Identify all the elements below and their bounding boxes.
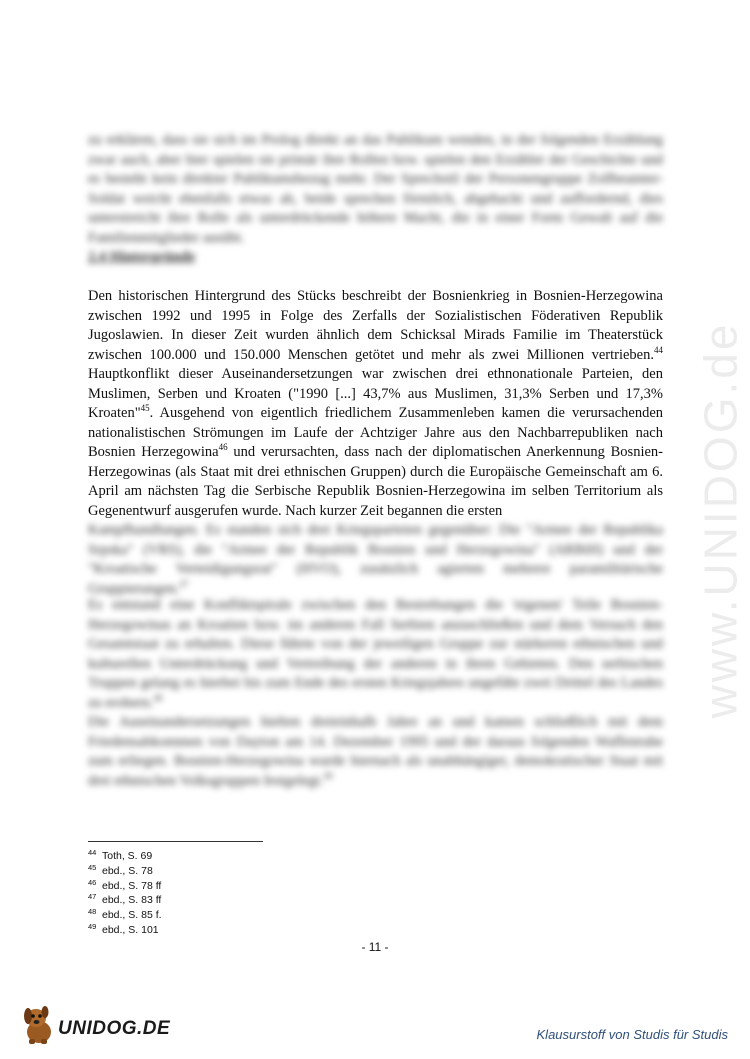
footnote-item: 45 ebd., S. 78 <box>88 862 153 877</box>
dog-icon <box>22 1002 56 1046</box>
footnote-item: 44 Toth, S. 69 <box>88 848 153 862</box>
footnote-item: 46 ebd., S. 78 ff <box>88 877 162 892</box>
footnote-ref-44: 44 <box>654 344 663 355</box>
footnote-ref-45: 45 <box>140 403 150 414</box>
footnotes <box>88 849 162 938</box>
page-number: - 11 - <box>361 940 389 954</box>
watermark-text: www.UNIDOG.de <box>694 321 747 719</box>
footnote-item: 49 ebd., S. 101 <box>88 921 159 936</box>
footer-tagline: Klausurstoff von Studis für Studis <box>536 1027 728 1042</box>
main-paragraph: Den historischen Hintergrund des Stücks beschreibt der Bosnienkrieg in Bosnien-Herzegowina zwischen 1992 und 1995 in Folge des Zerfalls der Sozialistischen Föderativen Republik Jugoslawien. In dieser Zeit wurden ähnlich dem Schicksal Mirads Familie im Theaterstück zwischen 100.000 und 150.000 Menschen getötet und mehr als zwei Millionen vertrieben.$^{44}$ Hauptkonflikt dieser Auseinandersetzungen war zwischen drei ethnonationale Parteien, den Muslimen, Serben und Kroaten ("1990 [...] 43,7% aus Muslimen, 31,3% Serben und 17,3% Kroaten"$^{45}$. Ausgehend von eigentlich friedlichem Zusammenleben kamen die verursachenden nationalistischen Strömungen im Laufe der Achtziger Jahre aus den Nachbarrepubliken nach Bosnien Herzegowina$^{46}$ und verursachten, dass nach der diplomatischen Anerkennung Bosnien-Herzegowinas (als Staat mit drei ethnischen Gruppen) durch die Europäische Gemeinschaft am 6. April am nächsten Tag die Serbische Republik Bosnien-Herzegowina im selben Territorium als Gegenentwurf ausgerufen wurde. Nach kurzer Zeit begannen die ersten <box>88 288 664 519</box>
unidog-logo <box>22 1000 170 1046</box>
footnote-separator <box>88 841 263 842</box>
blurred-top-paragraph: zu erklären, dass sie sich im Prolog direkt an das Publikum wenden, in der folgenden Erzählung zwar auch, aber hier spielen sie primär ihre Rollen bzw. spielen den Erzähler der Geschichte und es besteht kein direkter Publikumsbezug mehr. Der Sprechstil der Personengruppe Zollbeamter-Soldat weicht ebenfalls etwas ab, beide sprechen förmlich, abgehackt und auffordernd, dies unterstreicht ihre Rolle als unterdrückende höhere Macht, die in einer Form Gewalt auf die Familienmitglieder ausübt. <box>88 132 664 246</box>
footnote-item: 48 ebd., S. 85 f. <box>88 907 162 922</box>
watermark <box>690 300 750 740</box>
blurred-continuation: Kampfhandlungen. Es standen sich drei Kriegsparteien gegenüber: Die "Armee der Republika Srpska" (VRS), die "Armee der Republik Bosnien und Herzegowina" (ARBiH) und der "Kroatische Verteidigungsrat" (HVO), zusätzlich agierten mehrere paramilitärische Gruppierungen.$^{47}$ <box>88 522 663 597</box>
section-heading: 2.4 Hintergründe <box>88 249 196 265</box>
footnote-ref-46: 46 <box>218 442 228 453</box>
logo-text: UNIDOG.DE <box>58 1018 171 1039</box>
blurred-paragraph-3: Die Auseinandersetzungen hielten dreieinhalb Jahre an und kamen schließlich mit dem Friedensabkommen von Dayton am 14. Dezember 1995 und der daraus folgenden Waffenruhe zum erliegen. Bosnien-Herzegowina wurde hiernach als unabhängiger, demokratischer Staat mit drei ethnischen Volksgruppen festgelegt.$^{49}$ <box>88 714 663 789</box>
footnote-item: 47 ebd., S. 83 ff <box>88 892 162 907</box>
blurred-paragraph-2: Es entstand eine Konfliktspirale zwischen den Bestrebungen die 'eigenen' Teile Bosnien-Herzegowinas an Kroatien bzw. im anderen Fall Serbien anzuschließen und dem Versuch den Gesamtstaat zu erhalten. Diese führte von der jeweiligen Gruppe zur stärkeren ethnischen und kulturellen Unterdrückung und Vertreibung der anderen in ihren Gebieten. Den serbischen Truppen gelang es hierbei bis zum Ende des ersten Kriegsjahres ungefähr zwei Drittel des Landes zu erobern.$^{48}$ <box>88 597 664 711</box>
